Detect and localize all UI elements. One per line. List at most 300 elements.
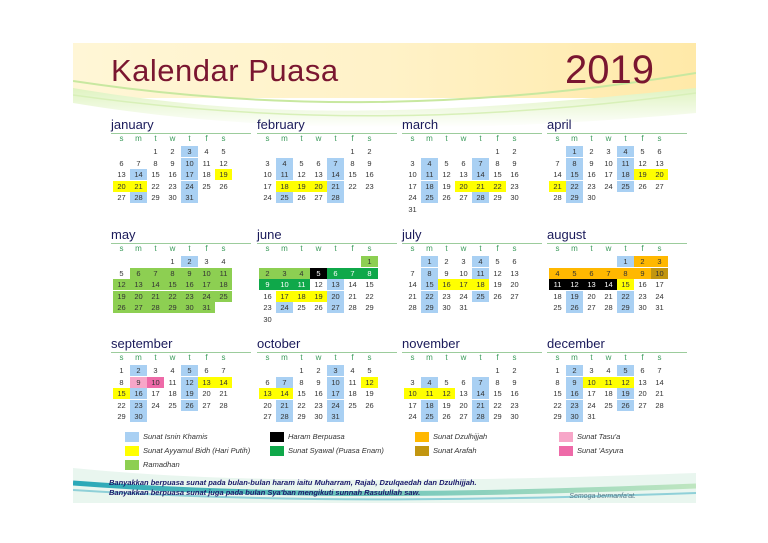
weekday-label: t (445, 244, 448, 253)
day-cell: 7 (600, 268, 617, 279)
weekday-label: s (119, 353, 124, 362)
day-cell: 18 (348, 389, 357, 399)
day-cell: 17 (151, 389, 160, 399)
day-cell: 12 (314, 280, 323, 290)
day-cell: 11 (215, 268, 232, 279)
day-cell: 11 (202, 158, 211, 168)
day-cell: 16 (510, 389, 519, 399)
day-cell: 19 (113, 291, 130, 302)
weekday-label: m (426, 134, 433, 143)
day-cell: 11 (600, 377, 617, 388)
day-cell: 3 (153, 366, 158, 375)
day-cell: 25 (421, 411, 438, 422)
weekday-label: w (460, 134, 467, 143)
weekday-label: f (351, 134, 354, 143)
weekday-label: f (205, 353, 208, 362)
day-cell: 23 (638, 291, 647, 301)
day-cell: 21 (219, 389, 228, 399)
day-cell: 6 (640, 366, 645, 375)
day-cell: 1 (170, 257, 175, 266)
weekday-label: t (590, 134, 593, 143)
day-cell: 4 (606, 366, 611, 375)
calendar-sheet (73, 43, 696, 503)
day-cell: 24 (181, 181, 198, 192)
day-cell: 31 (181, 192, 198, 203)
day-cell: 29 (566, 192, 583, 203)
day-cell: 14 (276, 388, 293, 399)
day-cell: 18 (472, 279, 489, 290)
day-cell: 5 (299, 158, 304, 168)
day-cell: 30 (587, 193, 596, 203)
day-cell: 26 (638, 181, 647, 191)
day-cell: 11 (549, 279, 566, 290)
day-cell: 28 (553, 193, 562, 203)
day-cell: 8 (153, 158, 158, 168)
day-cell: 15 (348, 170, 357, 180)
day-cell: 25 (604, 400, 613, 410)
day-cell: 7 (221, 366, 226, 375)
day-cell: 18 (553, 291, 562, 301)
weekday-label: s (265, 244, 270, 253)
day-cell: 23 (587, 181, 596, 191)
day-cell: 22 (421, 291, 438, 302)
weekday-label: s (410, 353, 415, 362)
day-cell: 22 (489, 181, 506, 192)
day-cell: 13 (117, 170, 126, 180)
day-cell: 11 (617, 158, 634, 169)
day-cell: 1 (299, 366, 304, 375)
day-cell: 13 (459, 170, 468, 180)
day-cell: 19 (293, 181, 310, 192)
day-cell: 19 (365, 389, 374, 399)
day-cell: 29 (493, 193, 502, 203)
day-cell: 16 (314, 389, 323, 399)
day-cell: 29 (365, 303, 374, 313)
day-cell: 27 (655, 181, 664, 191)
day-cell: 1 (495, 147, 500, 156)
weekday-label: s (657, 353, 662, 362)
weekday-label: f (496, 134, 499, 143)
weekday-label: m (281, 134, 288, 143)
day-cell: 11 (293, 279, 310, 290)
day-cell: 15 (566, 169, 583, 180)
day-cell: 22 (566, 181, 583, 192)
day-cell: 3 (461, 257, 466, 266)
day-cell: 4 (276, 158, 293, 169)
day-cell: 24 (151, 400, 160, 410)
weekday-label: t (188, 353, 191, 362)
day-cell: 22 (164, 291, 181, 302)
day-cell: 16 (638, 280, 647, 290)
day-cell: 7 (555, 158, 560, 168)
day-cell: 14 (408, 280, 417, 290)
day-cell: 24 (604, 181, 613, 191)
day-cell: 26 (365, 400, 374, 410)
month-name: august (547, 227, 587, 242)
day-cell: 27 (638, 400, 647, 410)
day-cell: 3 (181, 146, 198, 157)
day-cell: 31 (198, 302, 215, 313)
day-cell: 19 (181, 388, 198, 399)
day-cell: 8 (119, 377, 124, 387)
legend-label: Sunat Tasu'a (577, 432, 621, 441)
day-cell: 6 (461, 158, 466, 168)
day-cell: 23 (181, 291, 198, 302)
weekday-label: s (119, 134, 124, 143)
day-cell: 14 (472, 388, 489, 399)
day-cell: 5 (221, 147, 226, 156)
weekday-label: m (135, 134, 142, 143)
day-cell: 6 (119, 158, 124, 168)
day-cell: 10 (147, 377, 164, 388)
day-cell: 16 (587, 170, 596, 180)
day-cell: 30 (442, 303, 451, 313)
day-cell: 6 (512, 257, 517, 266)
day-cell: 6 (327, 268, 344, 279)
day-cell: 10 (276, 279, 293, 290)
day-cell: 19 (566, 291, 583, 302)
day-cell: 16 (168, 170, 177, 180)
day-cell: 12 (361, 377, 378, 388)
day-cell: 21 (408, 291, 417, 301)
day-cell: 17 (408, 181, 417, 191)
day-cell: 27 (314, 193, 323, 203)
weekday-label: m (135, 353, 142, 362)
legend-swatch (559, 432, 573, 442)
weekday-label: f (641, 134, 644, 143)
day-cell: 9 (512, 377, 517, 387)
day-cell: 31 (587, 412, 596, 422)
day-cell: 17 (655, 280, 664, 290)
day-cell: 26 (297, 193, 306, 203)
weekday-label: s (221, 244, 226, 253)
day-cell: 17 (327, 388, 344, 399)
day-cell: 11 (276, 169, 293, 180)
page-title: Kalendar Puasa (111, 53, 339, 88)
day-cell: 20 (130, 291, 147, 302)
day-cell: 6 (265, 377, 270, 387)
day-cell: 30 (510, 412, 519, 422)
day-cell: 5 (444, 158, 449, 168)
day-cell: 2 (512, 366, 517, 375)
day-cell: 24 (408, 193, 417, 203)
day-cell: 10 (327, 377, 344, 388)
day-cell: 14 (553, 170, 562, 180)
day-cell: 15 (493, 170, 502, 180)
day-cell: 10 (651, 268, 668, 279)
day-cell: 30 (566, 411, 583, 422)
day-cell: 3 (589, 366, 594, 375)
day-cell: 22 (117, 400, 126, 410)
day-cell: 9 (512, 158, 517, 168)
legend-label: Sunat Ayyamul Bidh (Hari Putih) (143, 446, 251, 455)
day-cell: 16 (566, 388, 583, 399)
day-cell: 22 (365, 291, 374, 301)
legend-swatch (125, 432, 139, 442)
day-cell: 4 (421, 158, 438, 169)
weekday-label: t (624, 134, 627, 143)
day-cell: 24 (263, 193, 272, 203)
weekday-label: s (555, 244, 560, 253)
day-cell: 12 (113, 279, 130, 290)
legend-swatch (415, 446, 429, 456)
weekday-label: m (571, 244, 578, 253)
day-cell: 3 (276, 268, 293, 279)
weekday-label: t (154, 244, 157, 253)
day-cell: 17 (604, 170, 613, 180)
day-cell: 23 (314, 400, 323, 410)
weekday-label: s (657, 134, 662, 143)
day-cell: 21 (655, 389, 664, 399)
weekday-label: f (205, 244, 208, 253)
footer-text: Semoga bermanfa'at. (569, 493, 636, 500)
day-cell: 17 (198, 279, 215, 290)
day-cell: 21 (472, 400, 489, 411)
day-cell: 8 (495, 377, 500, 387)
weekday-label: f (205, 134, 208, 143)
day-cell: 7 (136, 158, 141, 168)
day-cell: 5 (181, 365, 198, 376)
day-cell: 15 (164, 279, 181, 290)
weekday-label: w (460, 244, 467, 253)
month-name: december (547, 336, 605, 351)
day-cell: 31 (408, 205, 417, 214)
weekday-label: t (154, 353, 157, 362)
day-cell: 14 (147, 279, 164, 290)
day-cell: 29 (493, 412, 502, 422)
legend-label: Sunat Dzulhijjah (433, 432, 488, 441)
day-cell: 4 (350, 366, 355, 375)
day-cell: 10 (263, 170, 272, 180)
day-cell: 13 (459, 389, 468, 399)
day-cell: 19 (442, 400, 451, 410)
day-cell: 29 (617, 302, 634, 313)
day-cell: 4 (293, 268, 310, 279)
weekday-label: f (351, 353, 354, 362)
legend-label: Sunat 'Asyura (577, 446, 624, 455)
day-cell: 9 (259, 279, 276, 290)
day-cell: 4 (421, 377, 438, 388)
day-cell: 20 (113, 181, 130, 192)
day-cell: 5 (640, 147, 645, 156)
day-cell: 23 (130, 400, 147, 411)
day-cell: 4 (204, 147, 209, 156)
day-cell: 8 (495, 158, 500, 168)
day-cell: 1 (421, 256, 438, 267)
day-cell: 19 (442, 181, 451, 191)
day-cell: 9 (367, 158, 372, 168)
day-cell: 25 (297, 303, 306, 313)
weekday-label: t (300, 244, 303, 253)
weekday-label: s (367, 353, 372, 362)
legend-label: Sunat Isnin Khamis (143, 432, 208, 441)
legend-label: Ramadhan (143, 460, 180, 469)
day-cell: 5 (495, 257, 500, 266)
day-cell: 6 (461, 377, 466, 387)
day-cell: 7 (472, 158, 489, 169)
day-cell: 27 (263, 412, 272, 422)
day-cell: 28 (655, 400, 664, 410)
day-cell: 23 (168, 181, 177, 191)
weekday-label: w (315, 244, 322, 253)
day-cell: 29 (297, 412, 306, 422)
day-cell: 23 (365, 181, 374, 191)
day-cell: 25 (168, 400, 177, 410)
day-cell: 17 (408, 400, 417, 410)
day-cell: 10 (404, 388, 421, 399)
day-cell: 29 (553, 412, 562, 422)
day-cell: 16 (510, 170, 519, 180)
day-cell: 12 (297, 170, 306, 180)
day-cell: 2 (259, 268, 276, 279)
day-cell: 17 (455, 279, 472, 290)
day-cell: 28 (348, 303, 357, 313)
weekday-label: f (496, 244, 499, 253)
weekday-label: m (281, 353, 288, 362)
day-cell: 9 (181, 268, 198, 279)
weekday-label: w (169, 134, 176, 143)
day-cell: 26 (493, 291, 502, 301)
day-cell: 27 (327, 302, 344, 313)
day-cell: 9 (170, 158, 175, 168)
weekday-label: t (300, 353, 303, 362)
weekday-label: s (512, 353, 517, 362)
weekday-label: f (351, 244, 354, 253)
day-cell: 11 (168, 377, 177, 387)
day-cell: 25 (617, 181, 634, 192)
day-cell: 17 (587, 389, 596, 399)
day-cell: 30 (181, 302, 198, 313)
day-cell: 21 (604, 291, 613, 301)
weekday-label: w (169, 244, 176, 253)
weekday-label: f (641, 353, 644, 362)
day-cell: 8 (350, 158, 355, 168)
day-cell: 20 (202, 389, 211, 399)
day-cell: 18 (293, 291, 310, 302)
day-cell: 9 (316, 377, 321, 387)
day-cell: 29 (164, 302, 181, 313)
day-cell: 3 (204, 257, 209, 266)
day-cell: 4 (170, 366, 175, 375)
day-cell: 11 (421, 388, 438, 399)
day-cell: 28 (147, 302, 164, 313)
day-cell: 12 (566, 279, 583, 290)
day-cell: 7 (344, 268, 361, 279)
weekday-label: f (496, 353, 499, 362)
weekday-label: s (221, 134, 226, 143)
day-cell: 10 (408, 170, 417, 180)
day-cell: 3 (265, 158, 270, 168)
day-cell: 13 (198, 377, 215, 388)
day-cell: 21 (348, 291, 357, 301)
day-cell: 2 (512, 147, 517, 156)
day-cell: 9 (566, 377, 583, 388)
day-cell: 1 (566, 146, 583, 157)
day-cell: 4 (472, 256, 489, 267)
legend-swatch (559, 446, 573, 456)
day-cell: 2 (444, 257, 449, 266)
day-cell: 27 (459, 193, 468, 203)
legend-swatch (125, 460, 139, 470)
weekday-label: s (265, 353, 270, 362)
day-cell: 22 (297, 400, 306, 410)
month-name: october (257, 336, 301, 351)
note-syaban: Banyakkan berpuasa sunat juga pada bulan Sya'ban mengikuti sunnah Rasulullah saw. (109, 488, 421, 497)
day-cell: 1 (495, 366, 500, 375)
weekday-label: s (512, 134, 517, 143)
day-cell: 5 (617, 365, 634, 376)
day-cell: 12 (638, 158, 647, 168)
day-cell: 7 (276, 377, 293, 388)
day-cell: 12 (219, 158, 228, 168)
day-cell: 23 (263, 303, 272, 313)
day-cell: 28 (472, 192, 489, 203)
day-cell: 16 (263, 291, 272, 301)
day-cell: 1 (555, 366, 560, 375)
day-cell: 8 (421, 268, 438, 279)
day-cell: 2 (634, 256, 651, 267)
legend-label: Sunat Syawal (Puasa Enam) (288, 446, 384, 455)
day-cell: 21 (327, 181, 344, 192)
day-cell: 30 (510, 193, 519, 203)
day-cell: 29 (421, 302, 438, 313)
day-cell: 24 (408, 412, 417, 422)
legend-label: Haram Berpuasa (288, 432, 345, 441)
weekday-label: t (334, 353, 337, 362)
day-cell: 8 (555, 377, 560, 387)
day-cell: 24 (655, 291, 664, 301)
weekday-label: m (426, 353, 433, 362)
day-cell: 6 (130, 268, 147, 279)
weekday-label: t (445, 134, 448, 143)
day-cell: 15 (297, 389, 306, 399)
day-cell: 19 (310, 291, 327, 302)
weekday-label: t (479, 353, 482, 362)
day-cell: 23 (566, 400, 583, 411)
day-cell: 4 (617, 146, 634, 157)
day-cell: 2 (566, 365, 583, 376)
day-cell: 2 (316, 366, 321, 375)
day-cell: 18 (604, 389, 613, 399)
weekday-label: s (367, 244, 372, 253)
day-cell: 18 (168, 389, 177, 399)
legend-swatch (270, 446, 284, 456)
day-cell: 12 (181, 377, 198, 388)
day-cell: 26 (314, 303, 323, 313)
day-cell: 12 (438, 388, 455, 399)
day-cell: 26 (181, 400, 198, 411)
weekday-label: w (315, 353, 322, 362)
weekday-label: t (590, 244, 593, 253)
weekday-label: t (188, 134, 191, 143)
day-cell: 18 (421, 400, 438, 411)
day-cell: 30 (314, 412, 323, 422)
day-cell: 19 (617, 388, 634, 399)
day-cell: 10 (604, 158, 613, 168)
weekday-label: t (300, 134, 303, 143)
day-cell: 8 (164, 268, 181, 279)
day-cell: 16 (438, 279, 455, 290)
day-cell: 28 (130, 192, 147, 203)
day-cell: 30 (263, 315, 272, 324)
day-cell: 4 (549, 268, 566, 279)
day-cell: 31 (327, 411, 344, 422)
day-cell: 21 (130, 181, 147, 192)
day-cell: 28 (219, 400, 228, 410)
weekday-label: t (590, 353, 593, 362)
day-cell: 26 (566, 302, 583, 313)
day-cell: 26 (442, 412, 451, 422)
